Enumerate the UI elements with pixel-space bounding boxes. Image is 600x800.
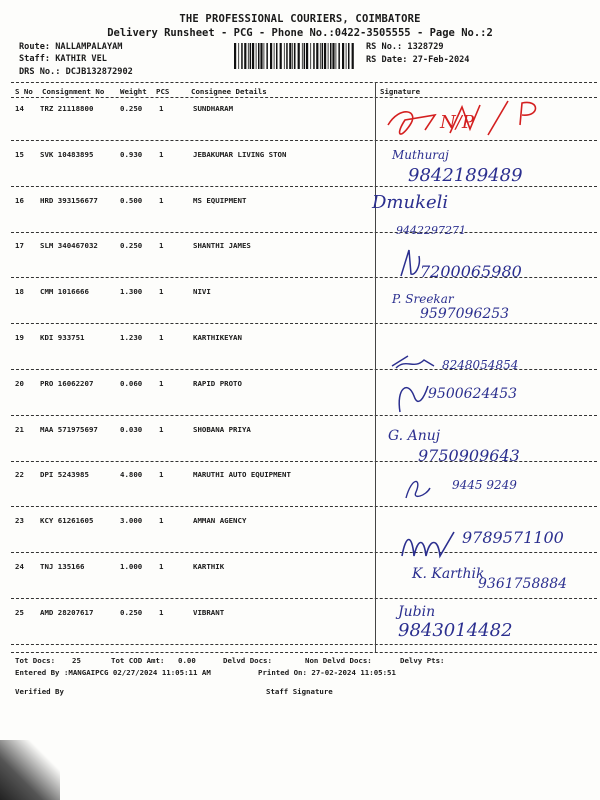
barcode-bar [250,43,252,69]
divider [11,552,597,553]
consignment-cell: PRO 16062207 [40,378,94,388]
verified-by-label: Verified By [15,687,64,696]
runsheet-title: Delivery Runsheet - PCG - Phone No.:0422-3505555 - Page No.:2 [107,27,493,39]
sno-cell: 15 [15,149,24,159]
barcode [234,43,354,69]
barcode-bar [346,43,347,69]
pcs-cell: 1 [159,424,164,434]
barcode-bar [338,43,340,69]
barcode-bar [348,43,350,69]
weight-cell: 0.250 [120,241,143,251]
sig-21-phone: 9500624453 [428,386,518,402]
sno-cell: 18 [15,287,24,297]
pcs-cell: 1 [159,378,164,388]
col-consignment: Consignment No [42,87,105,96]
weight-cell: 0.500 [120,195,143,205]
rs-number: RS No.: 1328729 [366,42,444,52]
barcode-bar [328,43,329,69]
sig-18-phone: 9597096253 [420,306,510,322]
barcode-bar [270,43,272,69]
barcode-bar [310,43,311,69]
consignee-cell: VIBRANT [193,607,225,617]
col-weight: Weight [120,87,147,96]
sig-22-extra: 9445 9249 [452,478,517,492]
weight-cell: 1.300 [120,287,143,297]
tot-cod-value: 0.00 [178,656,196,665]
printed-on: Printed On: 27-02-2024 11:05:51 [258,668,396,677]
sig-17-phone: 7200065980 [420,262,522,281]
weight-cell: 3.000 [120,516,143,526]
pcs-cell: 1 [159,241,164,251]
barcode-bar [260,43,262,69]
divider [11,644,597,645]
consignment-cell: CMM 1016666 [40,287,89,297]
sig-24-name: K. Karthik [412,566,485,582]
consignee-cell: KARTHIKEYAN [193,333,242,342]
barcode-bar [264,43,265,69]
consignee-cell: KARTHIK [193,562,225,571]
tot-docs-value: 25 [72,656,81,665]
sno-cell: 23 [15,516,24,526]
staff-signature-label: Staff Signature [266,687,333,696]
table-row [0,287,600,333]
barcode-bar [316,43,318,69]
weight-cell: 1.230 [120,333,143,342]
sig-16-phone: 9442297271 [396,224,466,237]
pcs-cell: 1 [159,149,164,159]
consignment-cell: TNJ 135166 [40,562,85,571]
delvd-docs-label: Delvd Docs: [223,656,272,665]
divider [11,82,597,83]
barcode-bar [342,43,344,69]
sig-23-phone: 9789571100 [462,528,564,547]
pcs-cell: 1 [159,562,164,571]
sig-15-phone: 9842189489 [408,165,523,186]
sig-14-text: N/P [440,112,474,133]
signature-23-mark [398,528,458,562]
divider [11,652,597,653]
weight-cell: 0.060 [120,378,143,388]
pcs-cell: 1 [159,607,164,617]
sno-cell: 14 [15,104,24,113]
company-title: THE PROFESSIONAL COURIERS, COIMBATORE [179,13,421,25]
consignee-cell: MS EQUIPMENT [193,195,247,205]
barcode-bar [284,43,285,69]
scan-shadow [0,740,60,800]
non-delvd-docs-label: Non Delvd Docs: [305,656,372,665]
barcode-bar [298,43,300,69]
barcode-bar [289,43,291,69]
consignment-cell: SLM 340467032 [40,241,98,251]
sig-25-name: Jubin [398,604,436,620]
consignment-cell: KDI 933751 [40,333,85,342]
sig-20-phone: 8248054854 [442,358,519,372]
pcs-cell: 1 [159,333,164,342]
barcode-bar [241,43,243,69]
barcode-bar [336,43,337,69]
col-sno: S No [15,87,33,96]
entered-by: Entered By :MANGAIPCG 02/27/2024 11:05:11 AM [15,668,211,677]
consignee-cell: SHANTHI JAMES [193,241,251,251]
barcode-bar [352,43,354,69]
sno-cell: 20 [15,378,24,388]
consignment-cell: DPI 5243985 [40,470,89,480]
consignee-cell: RAPID PROTO [193,378,242,388]
consignment-cell: HRD 393156677 [40,195,98,205]
pcs-cell: 1 [159,287,164,297]
consignment-cell: AMD 28207617 [40,607,94,617]
signature-22-mark [402,474,432,502]
consignee-cell: SUNDHARAM [193,104,234,113]
sno-cell: 25 [15,607,24,617]
sig-21-name: G. Anuj [388,428,441,444]
tot-cod-label: Tot COD Amt: [111,656,165,665]
barcode-bar [324,43,326,69]
barcode-bar [244,43,246,69]
rs-date: RS Date: 27-Feb-2024 [366,55,470,65]
table-row [0,333,600,379]
staff-label: Staff: KATHIR VEL [19,54,107,64]
barcode-bar [292,43,293,69]
barcode-bar [258,43,260,69]
barcode-bar [322,43,324,69]
barcode-bar [294,43,296,69]
sno-cell: 16 [15,195,24,205]
column-divider [375,82,376,98]
barcode-bar [248,43,249,69]
barcode-bar [280,43,282,69]
barcode-bar [274,43,275,69]
sig-25-phone: 9843014482 [398,620,513,641]
tot-docs-label: Tot Docs: [15,656,56,665]
sig-16-name: Dmukeli [372,192,449,213]
consignment-cell: SVK 10483895 [40,149,94,159]
sig-22-phone: 9750909643 [418,446,520,465]
pcs-cell: 1 [159,195,164,205]
barcode-bar [234,43,236,69]
consignee-cell: SHOBANA PRIYA [193,424,251,434]
consignee-cell: JEBAKUMAR LIVING STON [193,149,287,159]
sno-cell: 24 [15,562,24,571]
barcode-bar [252,43,254,69]
divider [11,323,597,324]
route-label: Route: NALLAMPALAYAM [19,42,123,52]
delvy-pts-label: Delvy Pts: [400,656,445,665]
col-pcs: PCS [156,87,170,96]
sig-18-name: P. Sreekar [392,292,454,306]
barcode-bar [238,43,239,69]
sig-15-name: Muthuraj [392,148,449,162]
barcode-bar [266,43,268,69]
pcs-cell: 1 [159,104,164,113]
weight-cell: 4.800 [120,470,143,480]
divider [11,598,597,599]
consignee-cell: AMMAN AGENCY [193,516,247,526]
barcode-bar [332,43,334,69]
barcode-bar [276,43,278,69]
barcode-bar [330,43,332,69]
sig-24-phone: 9361758884 [478,576,568,592]
col-signature: Signature [380,87,421,96]
sno-cell: 21 [15,424,24,434]
divider [11,232,597,233]
pcs-cell: 1 [159,516,164,526]
weight-cell: 0.250 [120,104,143,113]
barcode-bar [306,43,308,69]
barcode-bar [256,43,257,69]
consignment-cell: KCY 61261605 [40,516,94,526]
sno-cell: 17 [15,241,24,251]
consignee-cell: MARUTHI AUTO EQUIPMENT [193,470,291,480]
barcode-bar [302,43,303,69]
signature-20-mark [390,352,440,374]
pcs-cell: 1 [159,470,164,480]
weight-cell: 0.030 [120,424,143,434]
sno-cell: 19 [15,333,24,342]
barcode-bar [304,43,306,69]
signature-14 [380,95,580,145]
sno-cell: 22 [15,470,24,480]
consignment-cell: TRZ 21118800 [40,104,94,113]
weight-cell: 0.250 [120,607,143,617]
divider [11,415,597,416]
signature-column-divider [375,98,376,653]
drs-number: DRS No.: DCJB132872902 [19,67,133,77]
table-row [0,196,600,242]
weight-cell: 0.930 [120,149,143,159]
consignee-cell: NIVI [193,287,211,297]
divider [11,506,597,507]
weight-cell: 1.000 [120,562,143,571]
consignment-cell: MAA 571975697 [40,424,98,434]
barcode-bar [286,43,288,69]
col-consignee: Consignee Details [191,87,267,96]
barcode-bar [313,43,315,69]
barcode-bar [320,43,321,69]
